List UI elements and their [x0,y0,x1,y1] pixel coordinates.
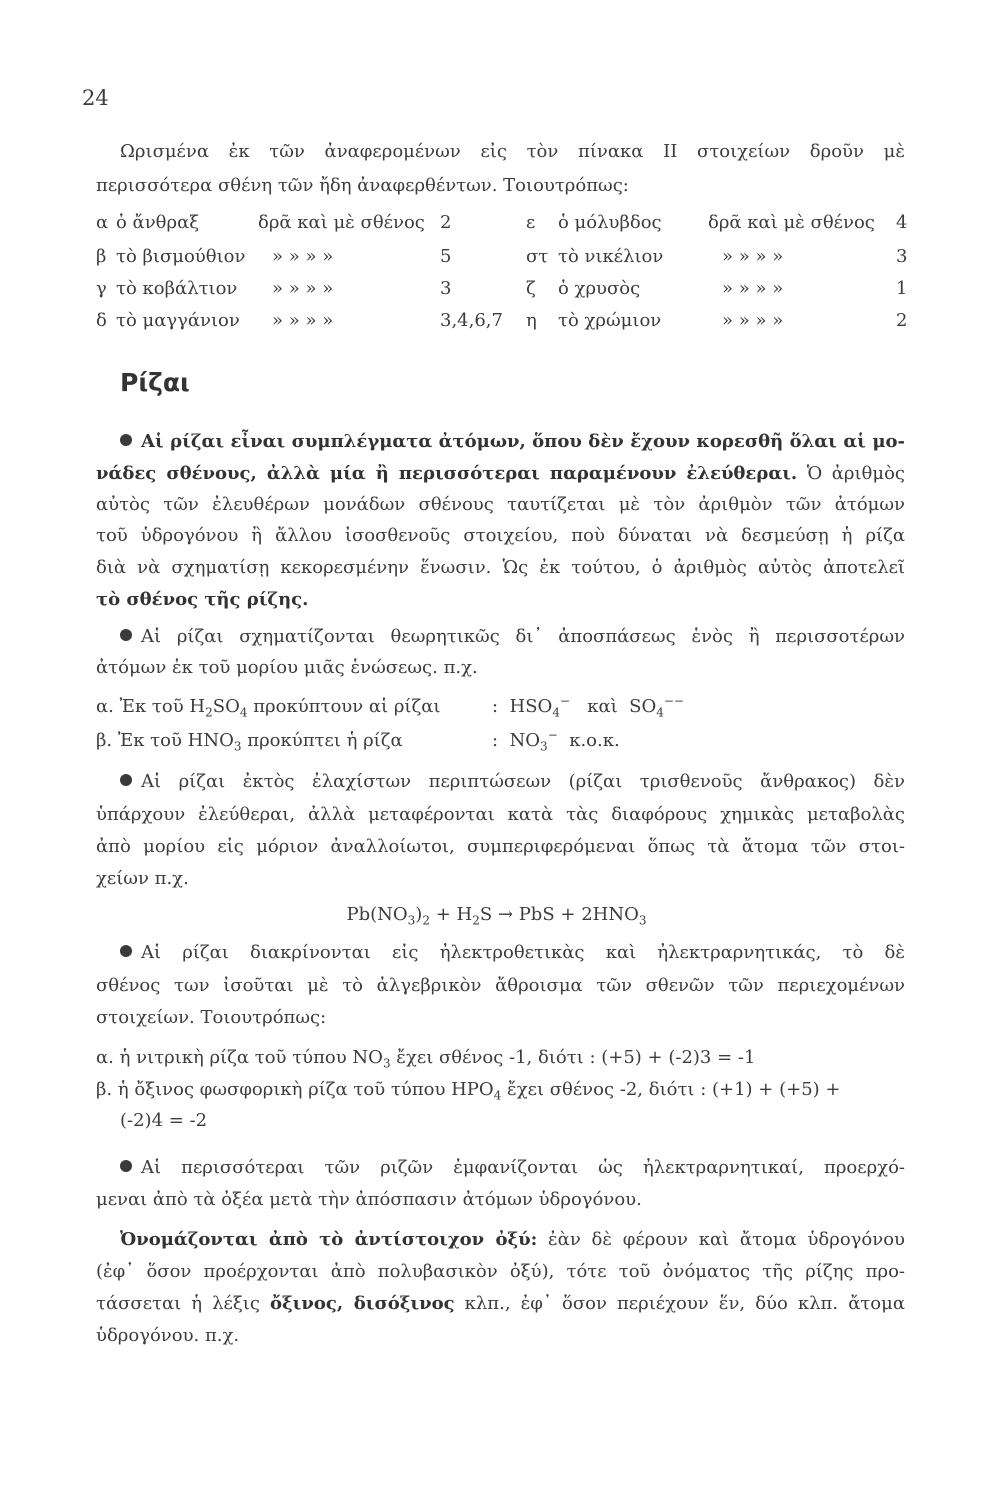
para1-line-6 [96,585,905,615]
bullet-icon [120,1160,132,1172]
row-valence: 4 [896,212,908,233]
valence-example-b-cont: (-2)4 = -2 [120,1110,208,1131]
para6-bold-3: ὄξινος, δισόξινος [270,1293,455,1314]
colon: : [492,730,499,751]
formula-part: S → PbS + 2HNO [479,904,639,925]
para5-line-2: μεναι ἀπὸ τὰ ὀξέα μετὰ τὴν ἀπόσπασιν ἀτόμων ὑδρογόνου. [96,1189,642,1210]
para3-line-1 [120,767,905,797]
row-letter: ζ [526,278,536,299]
etc-text: κ.ο.κ. [569,730,620,751]
example-text: ἔχει σθένος -2, διότι : (+1) + (+5) + [501,1079,841,1100]
example-b [96,726,403,756]
row-element: τὸ χρώμιον [558,310,662,331]
para2-line-1 [120,622,905,652]
example-a-verb: προκύπτουν αἱ ρίζαι [253,696,441,717]
para6-line-1 [120,1225,905,1255]
example-b-radical [492,726,620,756]
example-b-acid [187,730,242,754]
intro-line-1: Ωρισμένα ἐκ τῶν ἀναφερομένων εἰς τὸν πίνακα ΙΙ στοιχείων δροῦν μὲ [120,141,905,162]
formula-part: HNO [187,730,234,751]
para3-line-2: ὑπάρχουν ἐλεύθεραι, ἀλλὰ μεταφέρονται κατὰ τὰς διαφόρους χημικὰς μεταβολὰς [96,804,905,825]
formula-sub: 3 [382,1056,391,1071]
row-verb: » » » » [272,246,334,267]
row-letter: δ [96,310,107,331]
row-verb: δρᾶ καὶ μὲ σθένος [708,212,875,233]
formula-sub: 4 [239,705,248,720]
formula-part: NO [509,730,541,751]
formula-part: Pb(NO [346,904,408,925]
para1-bold-2: νάδες σθένους, ἀλλὰ μία ἢ περισσότεραι παραμένουν ἐλεύθεραι. [96,463,798,484]
row-element: ὁ μόλυβδος [558,212,662,233]
formula-part: HSO [509,696,553,717]
formula-sub: 4 [656,705,664,720]
row-element: τὸ βισμούθιον [116,246,246,267]
para3-line-3: ἀπὸ μορίου εἰς μόριον ἀναλλοίωτοι, συμπεριφερόμεναι ὅπως τὰ ἄτομα τῶν στοι- [96,836,905,857]
para1-line-1 [120,427,905,457]
example-a [96,692,440,722]
conjunction: καὶ [587,696,618,717]
row-element: τὸ κοβάλτιον [116,278,238,299]
row-valence: 2 [440,212,452,233]
row-element: τὸ νικέλιον [558,246,664,267]
page-number: 24 [82,86,109,110]
bullet-icon [120,629,132,641]
formula-charge: − [559,694,571,708]
row-verb: δρᾶ καὶ μὲ σθένος [258,212,425,233]
para1-line-4: τοῦ ὑδρογόνου ἢ ἄλλου ἰσοσθενοῦς στοιχείου, ποὺ δύναται νὰ δεσμεύσῃ ἡ ρίζα [96,525,905,546]
row-valence: 3 [440,278,452,299]
row-letter: η [526,310,537,331]
formula-sub: 3 [540,739,548,754]
para3-line-4: χείων π.χ. [96,868,189,889]
para4-text-1: Αἱ ρίζαι διακρίνονται εἰς ἠλεκτροθετικὰς καὶ ἠλεκτραρνητικάς, τὸ δὲ [141,942,905,963]
example-b-prefix: β. Ἐκ τοῦ [96,730,182,751]
formula-sub: 2 [205,705,213,720]
row-element: ὁ ἄνθραξ [116,212,200,233]
para3-text-1: Αἱ ρίζαι ἐκτὸς ἐλαχίστων περιπτώσεων (ρίζαι τρισθενοῦς ἄνθρακος) δὲν [141,771,905,792]
row-letter: ε [526,212,536,233]
valence-example-b [96,1075,840,1105]
formula-sub: 3 [638,913,647,928]
row-verb: » » » » [722,310,784,331]
row-verb: » » » » [722,278,784,299]
row-element: τὸ μαγγάνιον [116,310,240,331]
para1-line-3: αὐτὸς τῶν ἐλευθέρων μονάδων σθένους ταυτίζεται μὲ τὸν ἀριθμὸν τῶν ἀτόμων [96,494,905,515]
row-valence: 3,4,6,7 [440,310,503,331]
bullet-icon [120,774,132,786]
section-heading: Ρίζαι [120,368,190,397]
row-letter: β [96,246,107,267]
row-valence: 1 [896,278,908,299]
para6-line-4: ὑδρογόνου. π.χ. [96,1325,240,1346]
formula-part: + H [429,904,473,925]
formula-sub: 4 [552,705,560,720]
para6-rest-1: ἐὰν δὲ φέρουν καὶ ἄτομα ὑδρογόνου [537,1229,905,1250]
example-a-acid [189,696,248,720]
para6-pre-3: τάσσεται ἡ λέξις [96,1293,270,1314]
para4-line-3: στοιχείων. Τοιουτρόπως: [96,1007,327,1028]
formula-sub: 4 [493,1088,502,1103]
row-valence: 3 [896,246,908,267]
row-valence: 2 [896,310,908,331]
formula-part: SO [212,696,240,717]
row-element: ὁ χρυσὸς [558,278,641,299]
bullet-icon [120,434,132,446]
para1-line-2 [96,459,905,489]
reaction-equation [0,900,993,930]
example-a-radicals [492,692,684,722]
para6-rest-3: κλπ., ἐφ᾽ ὅσον περιέχουν ἕν, δύο κλπ. ἄτομα [454,1293,905,1314]
para4-line-1 [120,938,905,968]
para4-line-2: σθένος των ἰσοῦται μὲ τὸ ἀλγεβρικὸν ἄθροισμα τῶν σθενῶν τῶν περιεχομένων [96,975,905,996]
para2-line-2: ἀτόμων ἐκ τοῦ μορίου μιᾶς ἑνώσεως. π.χ. [96,657,478,678]
example-text: β. ἡ ὄξινος φωσφορικὴ ρίζα τοῦ τύπου HPO [96,1079,494,1100]
para1-bold-6: τὸ σθένος τῆς ρίζης. [96,589,309,610]
para6-bold-1: Ὀνομάζονται ἀπὸ τὸ ἀντίστοιχον ὀξύ: [120,1229,538,1250]
intro-line-2: περισσότερα σθένη τῶν ἤδη ἀναφερθέντων. Τοιουτρόπως: [96,175,629,196]
formula-sub: 2 [472,913,480,928]
para2-text-1: Αἱ ρίζαι σχηματίζονται θεωρητικῶς δι᾽ ἀποσπάσεως ἑνὸς ἢ περισσοτέρων [141,626,905,647]
bullet-icon [120,945,132,957]
para6-line-2: (ἐφ᾽ ὅσον προέρχονται ἀπὸ πολυβασικὸν ὀξύ), τότε τοῦ ὀνόματος τῆς ρίζης προ- [96,1261,905,1282]
row-letter: γ [96,278,107,299]
row-verb: » » » » [722,246,784,267]
row-valence: 5 [440,246,452,267]
row-letter: α [96,212,109,233]
example-a-prefix: α. Ἐκ τοῦ [96,696,184,717]
colon: : [492,696,499,717]
example-text: ἔχει σθένος -1, διότι : (+5) + (-2)3 = -1 [390,1047,756,1068]
row-letter: στ [526,246,549,267]
formula-sub: 3 [233,739,242,754]
formula-part: H [189,696,206,717]
para5-text-1: Αἱ περισσότεραι τῶν ριζῶν ἐμφανίζονται ὡς ἠλεκτραρνητικαί, προερχό- [141,1157,905,1178]
valence-example-a [96,1043,755,1073]
para1-bold-1: Αἱ ρίζαι εἶναι συμπλέγματα ἀτόμων, ὅπου δὲν ἔχουν κορεσθῆ ὅλαι αἱ μο- [141,431,905,452]
row-verb: » » » » [272,278,334,299]
formula-charge: −− [663,694,684,708]
formula-charge: − [547,728,558,742]
para1-rest-2: Ὁ ἀριθμὸς [797,463,905,484]
para1-line-5: διὰ νὰ σχηματίσῃ κεκορεσμένην ἕνωσιν. Ὡς ἐκ τούτου, ὁ ἀριθμὸς αὐτὸς ἀποτελεῖ [96,557,905,578]
formula-sub: 3 [407,913,416,928]
row-verb: » » » » [272,310,334,331]
example-text: α. ἡ νιτρικὴ ρίζα τοῦ τύπου NO [96,1047,383,1068]
para5-line-1 [120,1153,905,1183]
para6-line-3 [96,1289,905,1319]
example-b-verb: προκύπτει ἡ ρίζα [247,730,403,751]
formula-part: ) [415,904,423,925]
formula-sub: 2 [422,913,430,928]
formula-part: SO [629,696,657,717]
